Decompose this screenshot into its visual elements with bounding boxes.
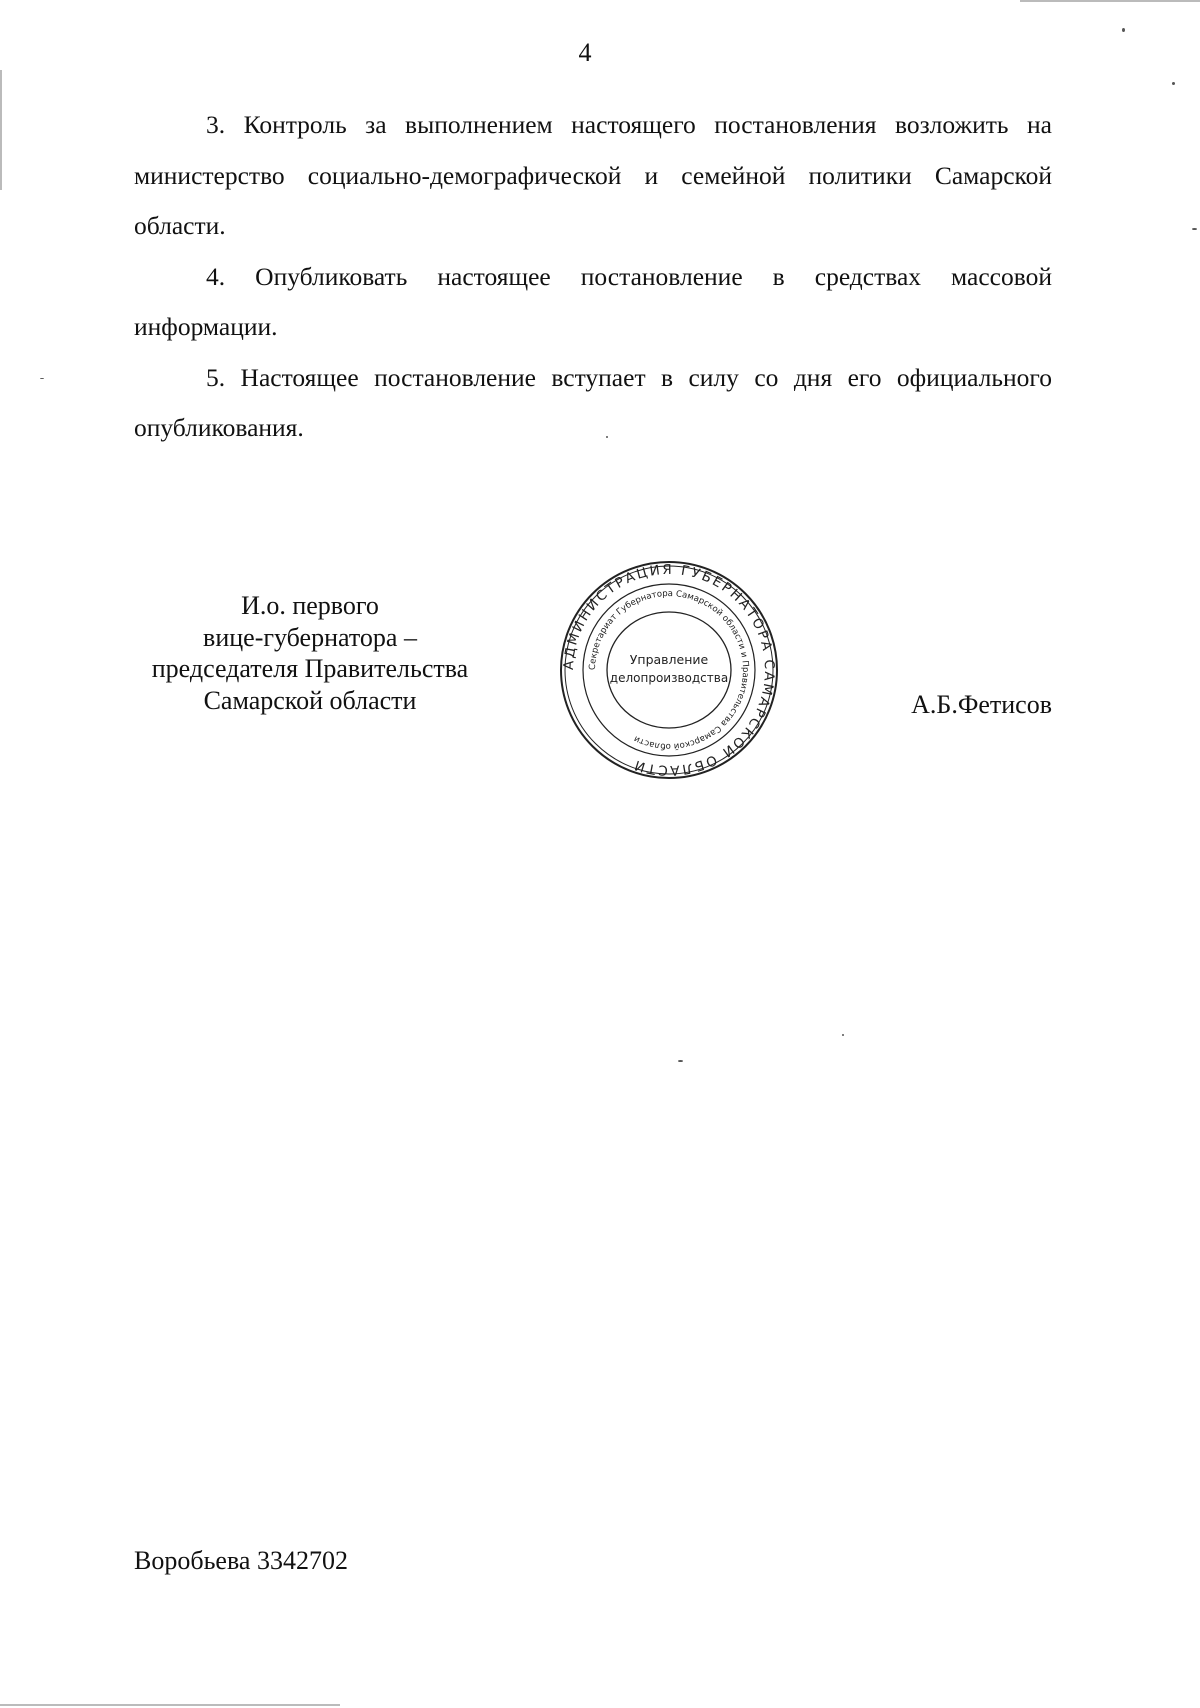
- stamp-center-ring: [607, 612, 731, 728]
- executor-contact: Воробьева 3342702: [134, 1546, 348, 1575]
- signatory-title-line: И.о. первого: [241, 591, 379, 620]
- scan-edge-line: [1020, 0, 1200, 2]
- signatory-name: А.Б.Фетисов: [911, 690, 1052, 719]
- paragraph-4: 4. Опубликовать настоящее постановление в средствах массовой информации.: [134, 261, 1052, 341]
- scan-speck: [1192, 228, 1197, 230]
- document-body: [134, 100, 1052, 454]
- signatory-title-line: председателя Правительства: [151, 654, 469, 683]
- signatory-title-line: Самарской области: [203, 685, 417, 715]
- paragraph-3: 3. Контроль за выполнением настоящего постановления возложить на министерство социально-демографической и семейной политики Самарской области.: [134, 110, 1052, 240]
- stamp-outer-text: АДМИНИСТРАЦИЯ ГУБЕРНАТОРА САМАРСКОЙ ОБЛАСТИ: [560, 561, 778, 779]
- signatory-title: [120, 590, 500, 716]
- svg-text:Секретариат Губернатора Самарс: [588, 589, 750, 751]
- scan-speck: [1122, 28, 1125, 32]
- scan-speck: [678, 1060, 683, 1062]
- scan-edge-line: [0, 70, 2, 190]
- scan-edge-line: [0, 1704, 340, 1706]
- paragraph-5: 5. Настоящее постановление вступает в силу со дня его официального опубликования.: [134, 362, 1052, 442]
- stamp-center-line-2: делопроизводства: [609, 671, 729, 685]
- stamp-center-line-1: Управление: [629, 652, 709, 667]
- stamp-inner-text: Секретариат Губернатора Самарской области и Правительства Самарской области: [587, 588, 751, 752]
- official-stamp: [554, 558, 784, 782]
- signatory-title-line: вице-губернатора –: [203, 622, 417, 652]
- scan-speck: [842, 1034, 844, 1036]
- stamp-middle-ring: [583, 584, 755, 756]
- page-number: 4: [578, 38, 592, 67]
- scan-speck: [1172, 82, 1175, 85]
- scan-speck: [40, 378, 44, 379]
- scan-speck: [606, 436, 608, 438]
